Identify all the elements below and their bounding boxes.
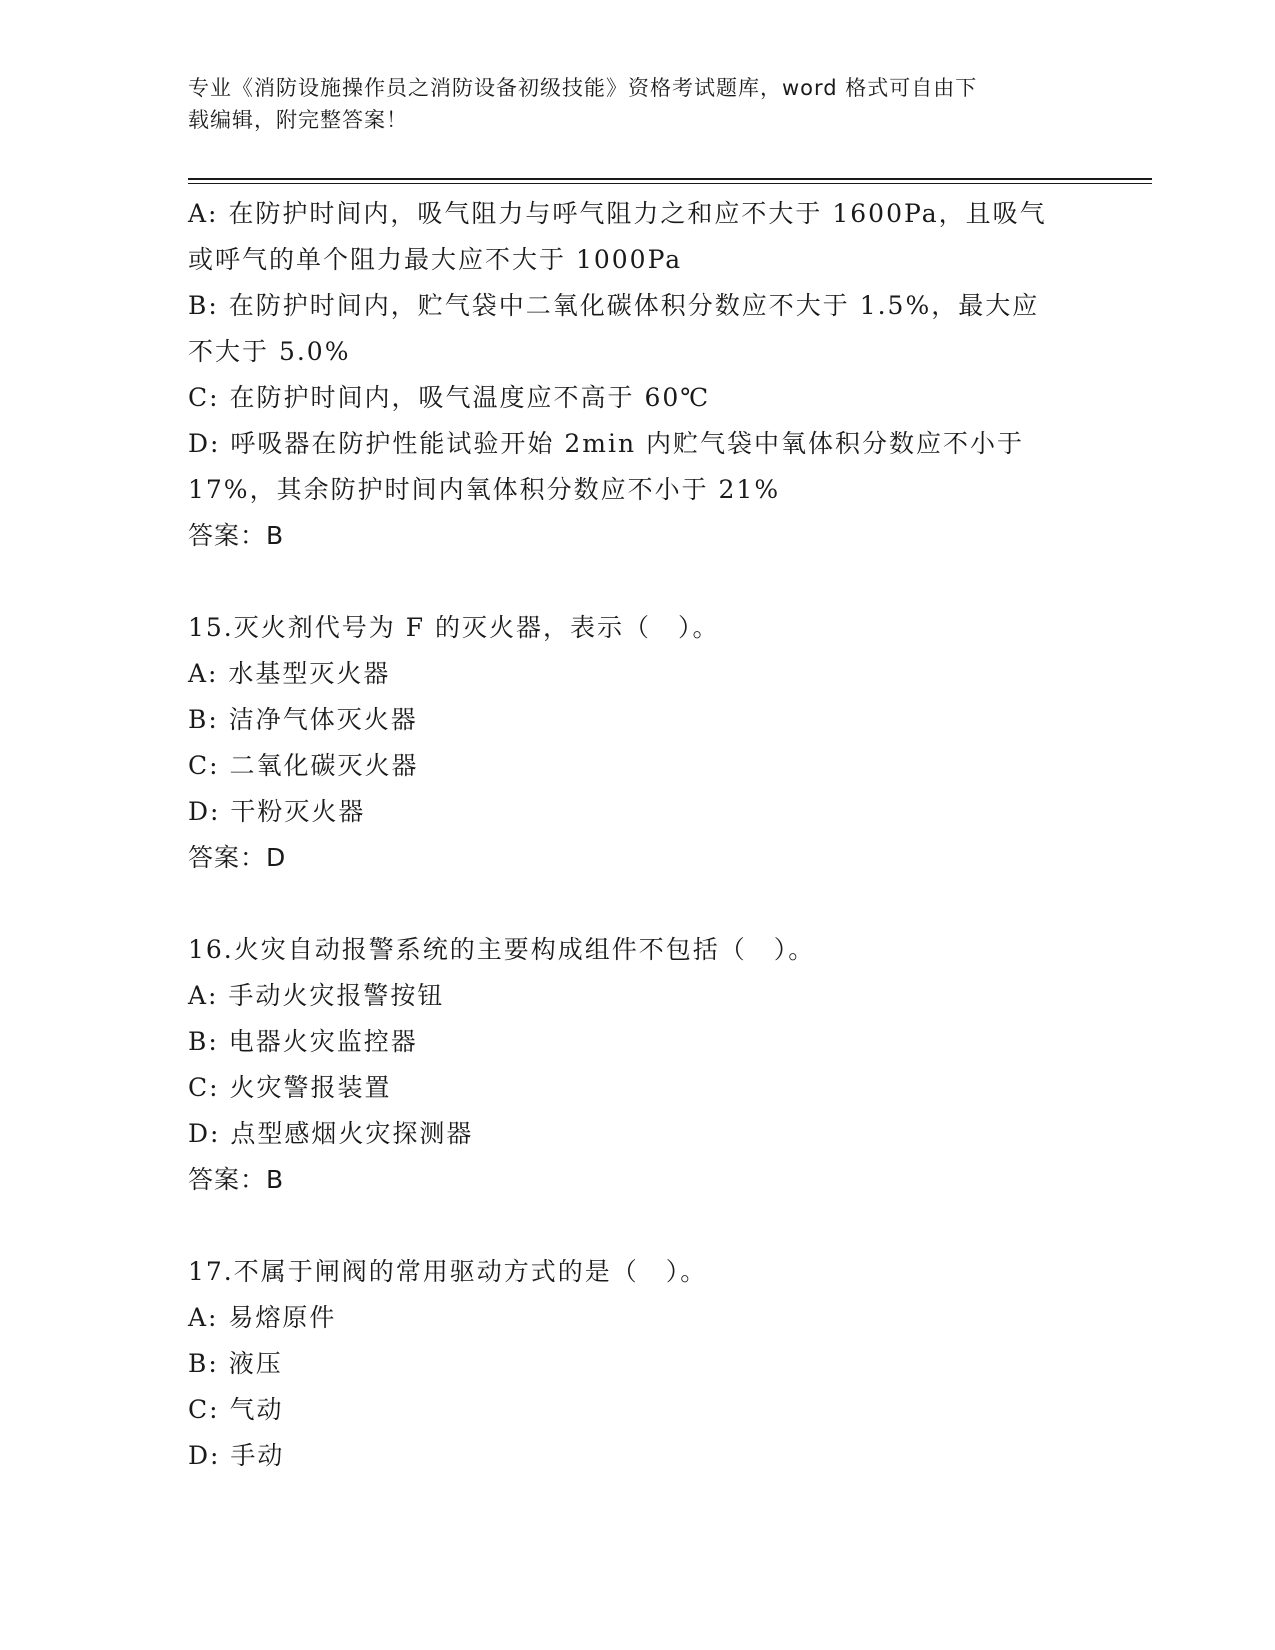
q14-option-d-line-2: 17%，其余防护时间内氧体积分数应不小于 21% [188, 475, 781, 504]
header-divider-thick [188, 178, 1152, 180]
spacer [188, 1203, 1088, 1249]
q16-option-a: A: 手动火灾报警按钮 [188, 981, 445, 1010]
question-14-block [188, 191, 1088, 559]
document-header [188, 72, 1088, 136]
q14-option-b-line-2: 不大于 5.0% [188, 337, 351, 366]
q15-answer: 答案：D [188, 843, 287, 872]
q14-option-a-line-2: 或呼气的单个阻力最大应不大于 1000Pa [188, 245, 683, 274]
question-17-block [188, 1249, 1088, 1479]
q15-question: 15.灭火剂代号为 F 的灭火器，表示（ ）。 [188, 613, 720, 642]
q15-option-b: B: 洁净气体灭火器 [188, 705, 418, 734]
question-16-block [188, 927, 1088, 1203]
header-line-1: 专业《消防设施操作员之消防设备初级技能》资格考试题库，word 格式可自由下 [188, 76, 978, 100]
question-content [188, 191, 1088, 1479]
q14-option-a-line-1: A: 在防护时间内，吸气阻力与呼气阻力之和应不大于 1600Pa，且吸气 [188, 199, 1047, 228]
q15-option-c: C: 二氧化碳灭火器 [188, 751, 419, 780]
q17-option-b: B: 液压 [188, 1349, 283, 1378]
q17-question: 17.不属于闸阀的常用驱动方式的是（ ）。 [188, 1257, 708, 1286]
q14-option-c: C: 在防护时间内，吸气温度应不高于 60℃ [188, 383, 711, 412]
header-divider-thin [188, 183, 1152, 184]
q17-option-a: A: 易熔原件 [188, 1303, 337, 1332]
q17-option-d: D: 手动 [188, 1441, 285, 1470]
q14-option-b-line-1: B: 在防护时间内，贮气袋中二氧化碳体积分数应不大于 1.5%，最大应 [188, 291, 1040, 320]
q16-option-c: C: 火灾警报装置 [188, 1073, 392, 1102]
question-15-block [188, 605, 1088, 881]
q17-option-c: C: 气动 [188, 1395, 284, 1424]
q16-question: 16.火灾自动报警系统的主要构成组件不包括（ ）。 [188, 935, 816, 964]
q16-option-d: D: 点型感烟火灾探测器 [188, 1119, 474, 1148]
q15-option-d: D: 干粉灭火器 [188, 797, 366, 826]
q16-option-b: B: 电器火灾监控器 [188, 1027, 418, 1056]
header-line-2: 载编辑，附完整答案！ [188, 108, 408, 132]
q14-answer: 答案：B [188, 521, 285, 550]
spacer [188, 881, 1088, 927]
q14-option-d-line-1: D: 呼吸器在防护性能试验开始 2min 内贮气袋中氧体积分数应不小于 [188, 429, 1025, 458]
spacer [188, 559, 1088, 605]
q16-answer: 答案：B [188, 1165, 285, 1194]
q15-option-a: A: 水基型灭火器 [188, 659, 391, 688]
